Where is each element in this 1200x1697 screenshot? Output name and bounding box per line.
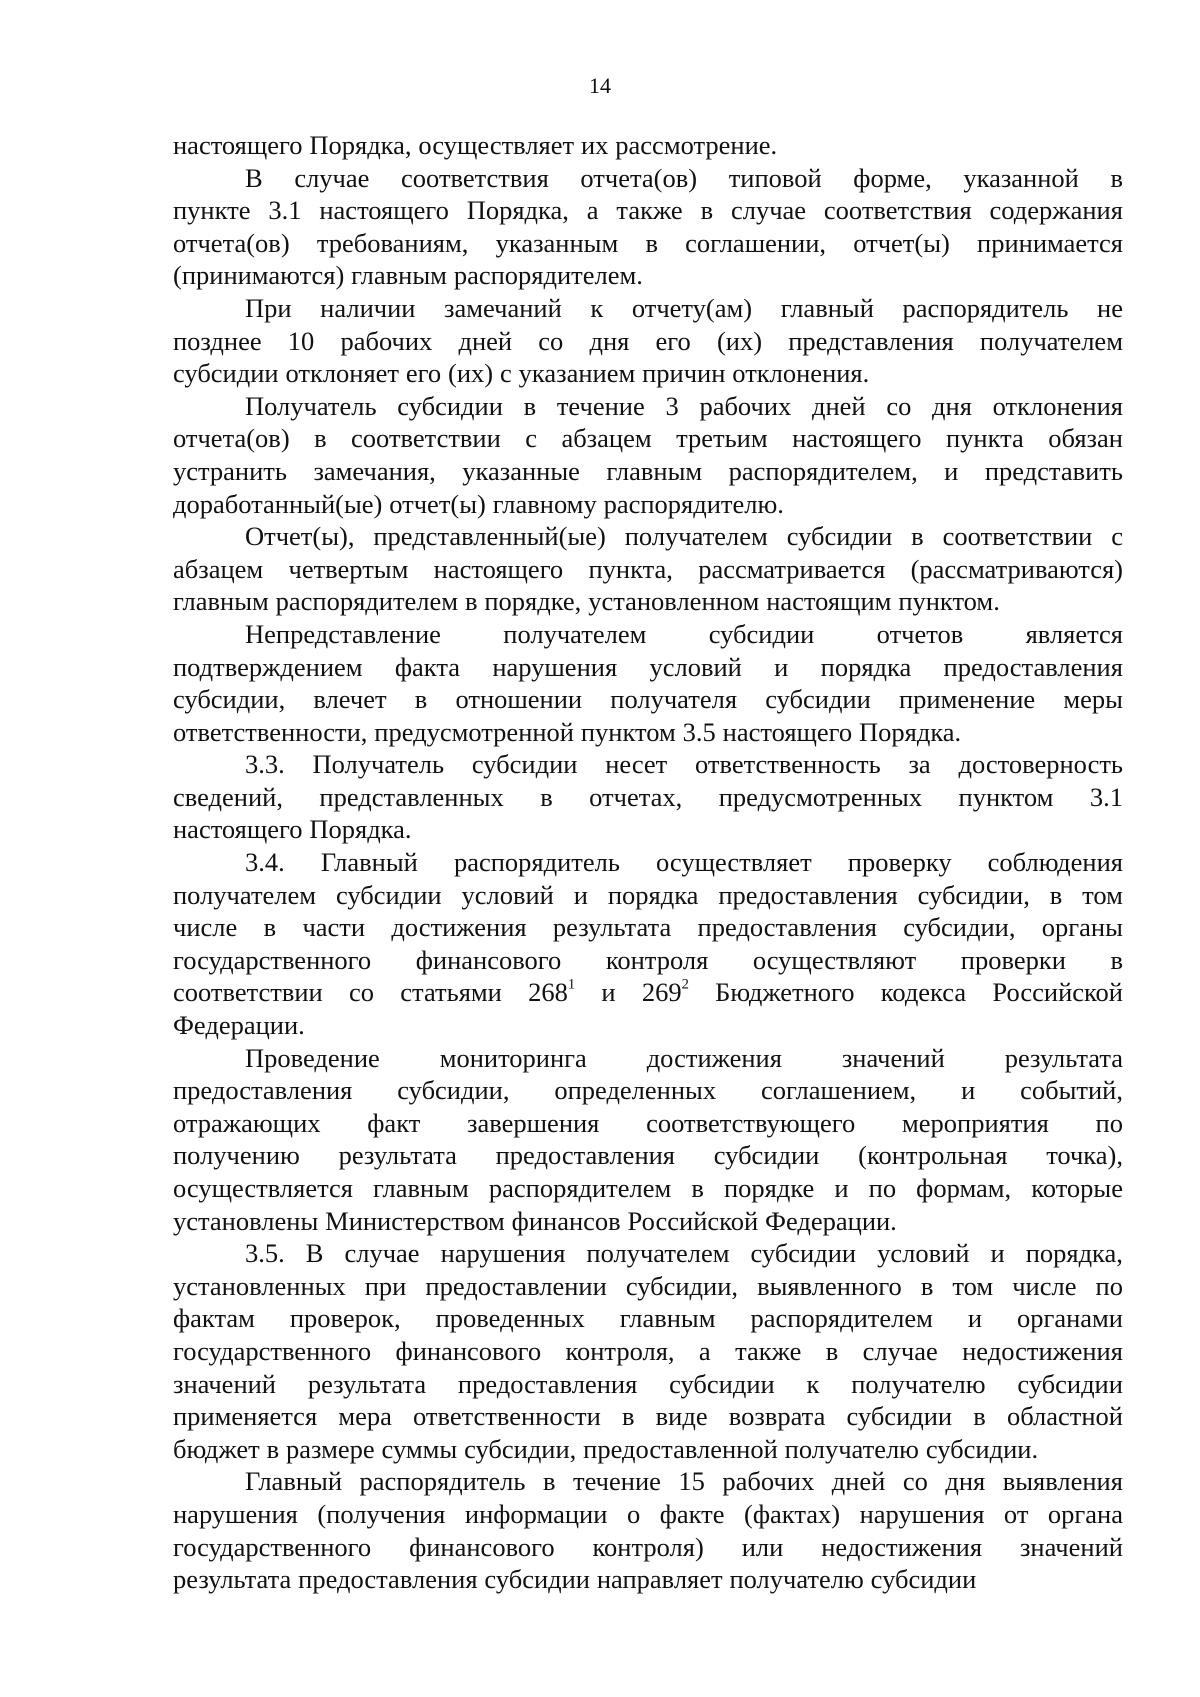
text-line: главным распорядителем в порядке, установленном настоящим пунктом. [173,586,1000,617]
paragraph [173,129,1123,162]
text-line: числе в части достижения результата предоставления субсидии, органы [173,912,1123,943]
paragraph [173,292,1123,390]
paragraph [173,618,1123,748]
text-line: Проведение мониторинга достижения значений результата [245,1042,1123,1073]
text-line: Получатель субсидии в течение 3 рабочих дней со дня отклонения [245,390,1123,421]
text-line: соответствии со статьями $268^1$ и $269^2$ Бюджетного кодекса Российской [173,977,1123,1008]
paragraph [173,1465,1123,1595]
paragraph [173,520,1123,618]
text-line: сведений, представленных в отчетах, предусмотренных пунктом 3.1 [173,781,1123,812]
paragraph [173,748,1123,846]
text-line: осуществляется главным распорядителем в порядке и по формам, которые [173,1173,1123,1203]
text-line: бюджет в размере суммы субсидии, предоставленной получателю субсидии. [173,1433,1039,1464]
paragraph [173,846,1123,1042]
text-line: государственного финансового контроля, а также в случае недостижения [173,1335,1123,1366]
text-line: получателем субсидии условий и порядка предоставления субсидии, в том [173,879,1123,910]
text-line: 3.3. Получатель субсидии несет ответственность за достоверность [245,749,1123,780]
text-line: получению результата предоставления субсидии (контрольная точка), [173,1140,1123,1171]
text-line: установлены Министерством финансов Российской Федерации. [173,1205,897,1236]
text-line: устранить замечания, указанные главным распорядителем, и представить [173,455,1123,486]
text-line: значений результата предоставления субсидии к получателю субсидии [173,1368,1123,1399]
text-line: Непредставление получателем субсидии отчетов является [245,618,1123,649]
text-line: установленных при предоставлении субсидии, выявленного в том числе по [173,1270,1123,1301]
text-line: применяется мера ответственности в виде возврата субсидии в областной [173,1401,1123,1432]
text-line: доработанный(ые) отчет(ы) главному распорядителю. [173,488,784,519]
text-line: фактам проверок, проведенных главным распорядителем и органами [173,1303,1123,1334]
paragraph [173,162,1123,292]
paragraph [173,390,1123,520]
text-line: субсидии отклоняет его (их) с указанием причин отклонения. [173,358,870,389]
text-line: При наличии замечаний к отчету(ам) главный распорядитель не [245,292,1123,323]
text-line: позднее 10 рабочих дней со дня его (их) представления получателем [173,325,1123,356]
text-line: результата предоставления субсидии направляет получателю субсидии [173,1564,977,1595]
text-line: субсидии, влечет в отношении получателя субсидии применение меры [173,684,1123,715]
text-line: отражающих факт завершения соответствующего мероприятия по [173,1107,1123,1138]
text-line: подтверждением факта нарушения условий и порядка предоставления [173,651,1123,682]
text-line: ответственности, предусмотренной пунктом 3.5 настоящего Порядка. [173,716,962,747]
text-line: (принимаются) главным распорядителем. [173,260,643,291]
text-line: настоящего Порядка, осуществляет их рассмотрение. [173,130,778,160]
text-line: настоящего Порядка. [173,814,412,845]
text-line: 3.5. В случае нарушения получателем субсидии условий и порядка, [245,1238,1123,1269]
text-line: абзацем четвертым настоящего пункта, рассматривается (рассматриваются) [173,553,1123,584]
text-line: Отчет(ы), представленный(ые) получателем субсидии в соответствии с [245,521,1123,552]
text-line: В случае соответствия отчета(ов) типовой форме, указанной в [245,162,1123,193]
paragraph [173,1042,1123,1238]
text-line: государственного финансового контроля осуществляют проверки в [173,944,1123,975]
text-line: нарушения (получения информации о факте (фактах) нарушения от органа [173,1498,1123,1529]
text-line: Главный распорядитель в течение 15 рабочих дней со дня выявления [245,1466,1123,1497]
text-line: 3.4. Главный распорядитель осуществляет проверку соблюдения [245,847,1123,878]
text-line: отчета(ов) требованиям, указанным в соглашении, отчет(ы) принимается [173,227,1123,258]
document-body [173,129,1123,1596]
text-line: отчета(ов) в соответствии с абзацем третьим настоящего пункта обязан [173,423,1123,454]
text-line: Федерации. [173,1010,305,1041]
page-number: 14 [589,73,611,98]
text-line: государственного финансового контроля) или недостижения значений [173,1531,1123,1562]
text-line: предоставления субсидии, определенных соглашением, и событий, [173,1075,1123,1106]
text-line: пункте 3.1 настоящего Порядка, а также в случае соответствия содержания [173,195,1123,226]
paragraph [173,1237,1123,1465]
